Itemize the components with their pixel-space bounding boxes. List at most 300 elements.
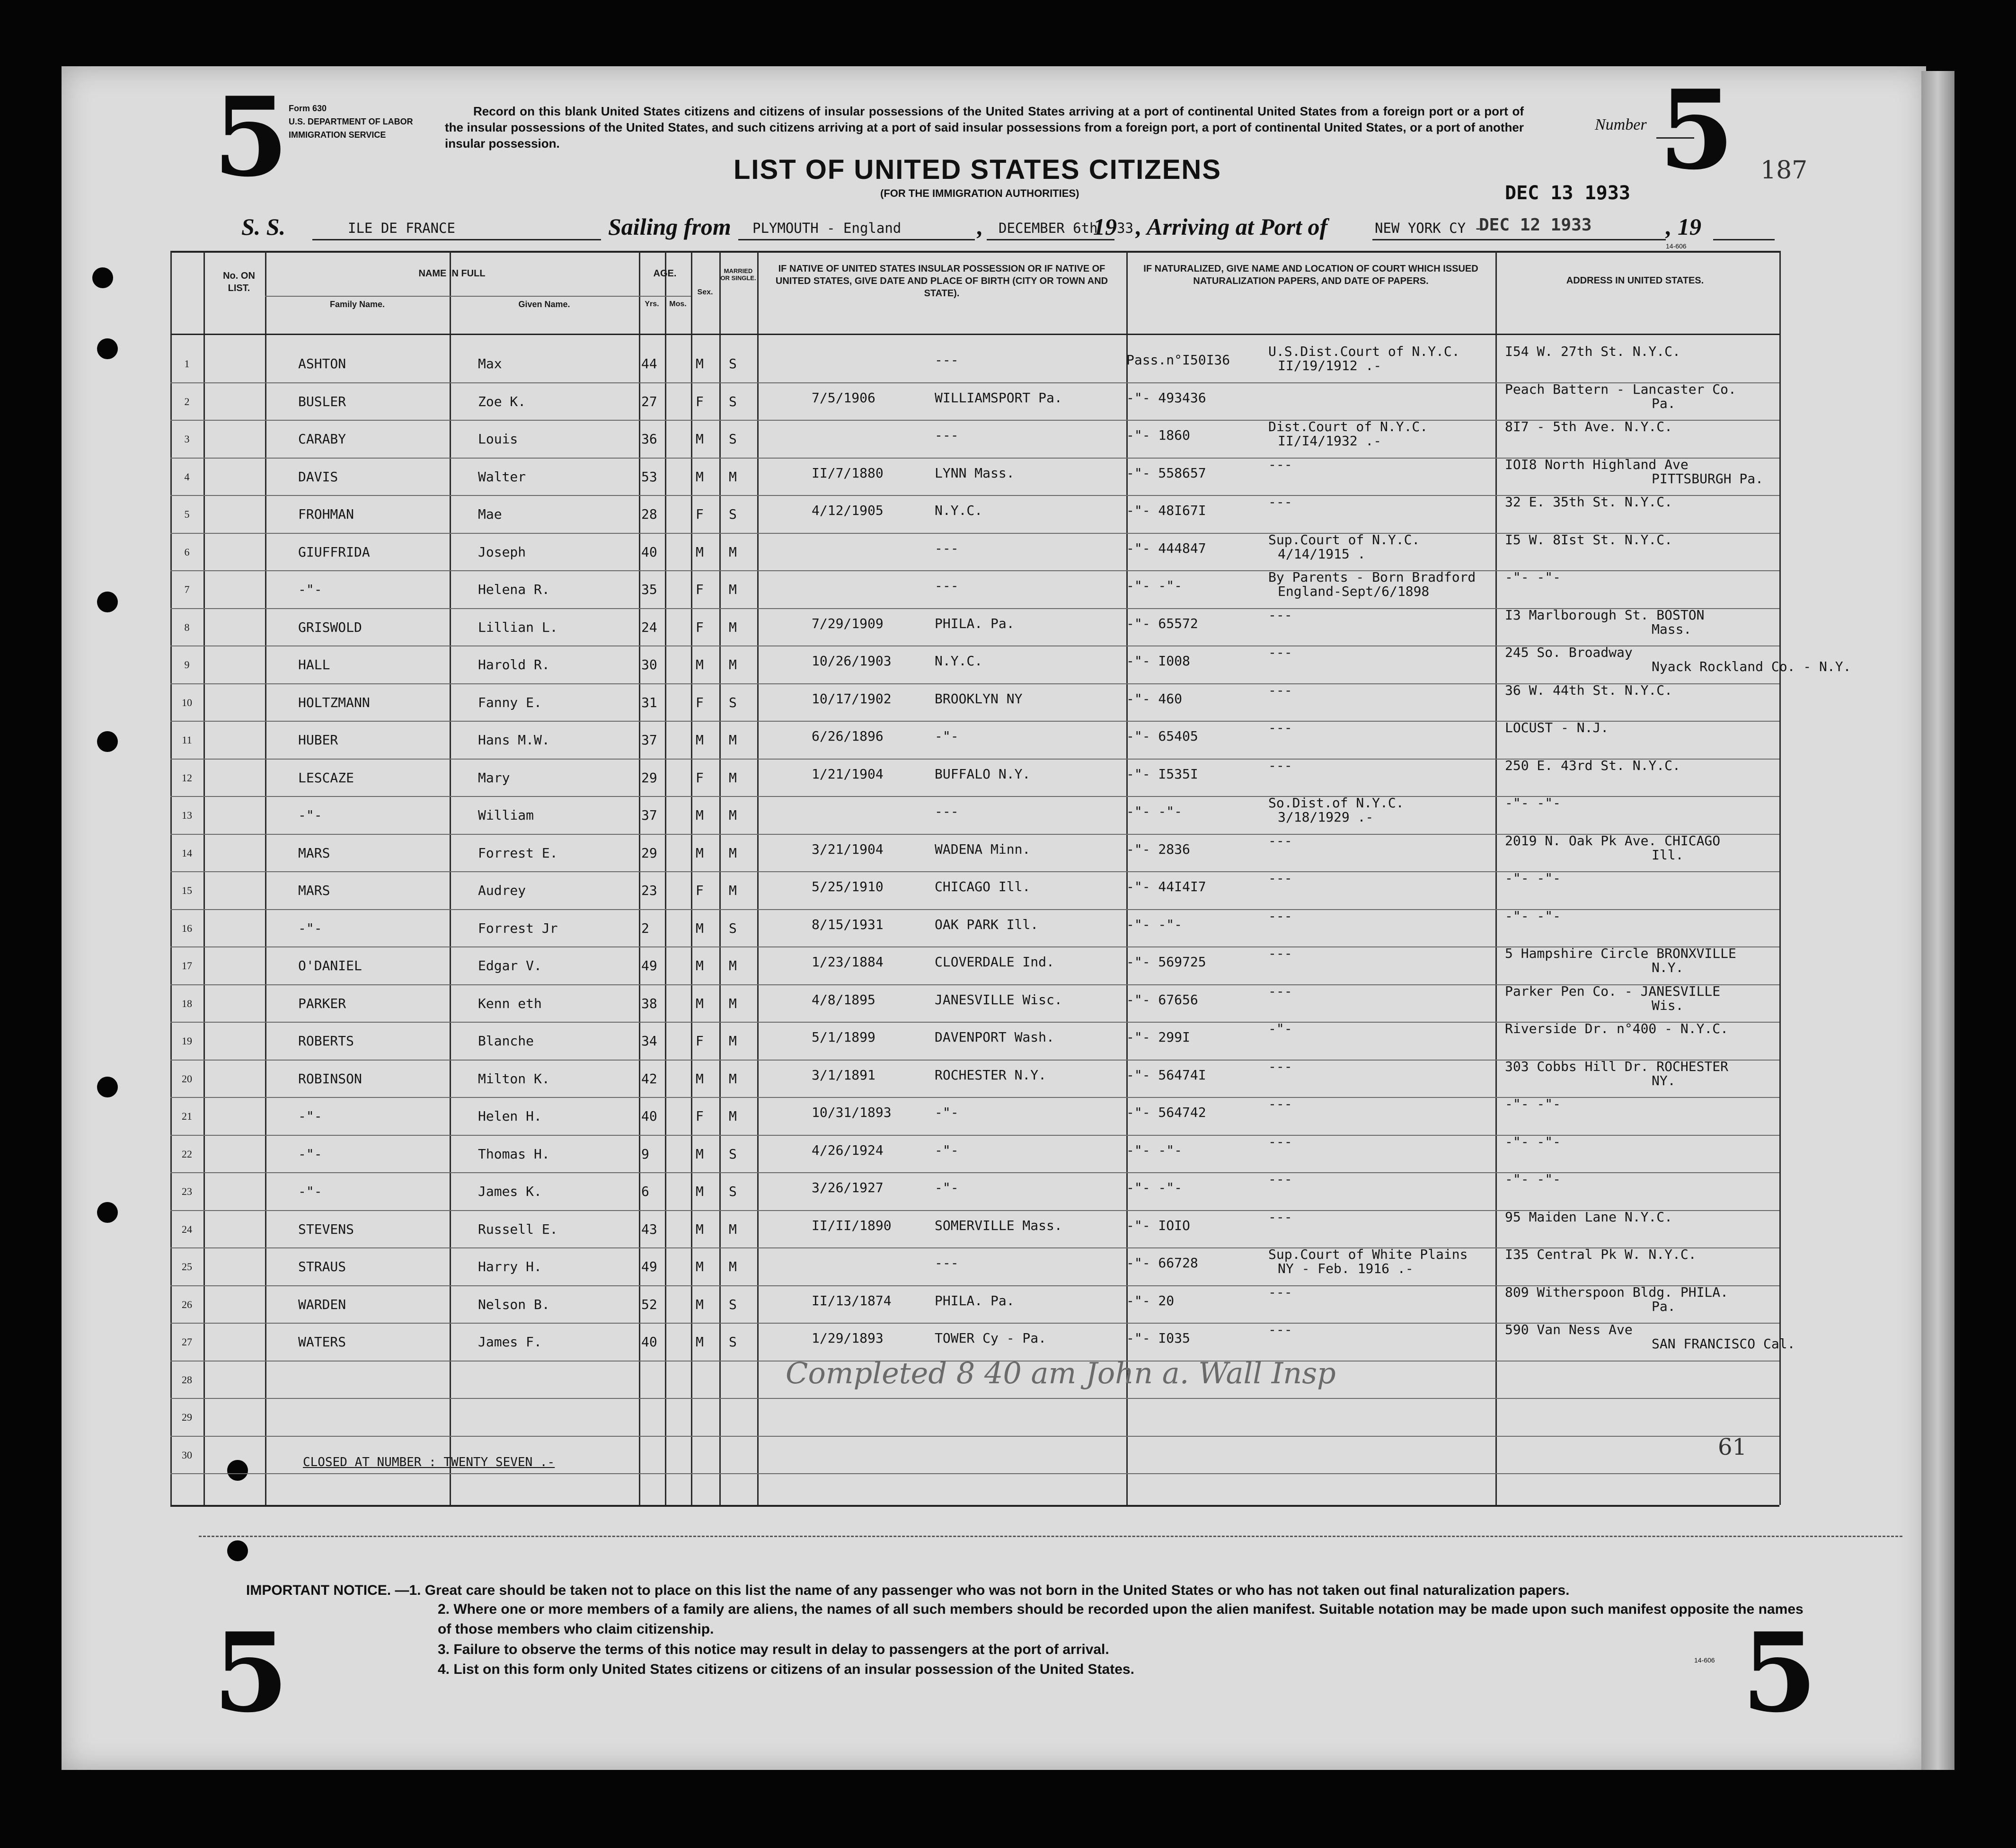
header-native: IF NATIVE OF UNITED STATES INSULAR POSSESSION OR IF NATIVE OF UNITED STATES, GIVE DATE AND PLACE OF BIRTH (CITY OR TOWN AND STATE). bbox=[775, 264, 1108, 299]
age-years: 37 bbox=[641, 732, 657, 748]
naturalization-paper: Pass.n°I50I36 bbox=[1126, 352, 1230, 368]
us-address-line2: Nyack Rockland Co. - N.Y. bbox=[1652, 659, 1851, 674]
birth-date: 5/25/1910 bbox=[812, 879, 884, 894]
age-years: 29 bbox=[641, 845, 657, 861]
table-column-rule bbox=[757, 251, 759, 1505]
naturalization-paper: -"- 2836 bbox=[1126, 841, 1190, 857]
given-name: Forrest E. bbox=[478, 845, 558, 861]
naturalization-court: --- bbox=[1268, 1209, 1292, 1225]
age-years: 6 bbox=[641, 1184, 649, 1199]
family-name: DAVIS bbox=[298, 469, 338, 485]
us-address: I3 Marlborough St. BOSTON bbox=[1505, 607, 1705, 623]
us-address-line2: Pa. bbox=[1652, 395, 1676, 411]
age-years: 40 bbox=[641, 1108, 657, 1124]
notice-item-4: 4. List on this form only United States citizens or citizens of an insular possession of the United States. bbox=[438, 1662, 1134, 1677]
naturalization-court: --- bbox=[1268, 1096, 1292, 1112]
corner-number-bottom-left: 5 bbox=[213, 1609, 289, 1737]
naturalization-paper: -"- 48I67I bbox=[1126, 503, 1206, 518]
given-name: Lillian L. bbox=[478, 619, 558, 635]
family-name: ASHTON bbox=[298, 356, 346, 371]
birth-place: --- bbox=[935, 540, 959, 556]
birth-date: 1/23/1884 bbox=[812, 954, 884, 970]
us-address-line2: SAN FRANCISCO Cal. bbox=[1652, 1336, 1795, 1352]
naturalization-date: 3/18/1929 .- bbox=[1278, 809, 1374, 825]
row-number: 26 bbox=[182, 1298, 192, 1310]
naturalization-paper: -"- 1860 bbox=[1126, 427, 1190, 443]
row-rule bbox=[170, 1436, 1779, 1437]
family-name: HALL bbox=[298, 657, 330, 672]
row-rule bbox=[170, 1473, 1779, 1474]
marital-status: S bbox=[729, 431, 737, 447]
family-name: -"- bbox=[298, 582, 322, 597]
naturalization-court: --- bbox=[1268, 1284, 1292, 1300]
department: U.S. DEPARTMENT OF LABOR bbox=[289, 117, 413, 126]
birth-place: WADENA Minn. bbox=[935, 841, 1031, 857]
naturalization-paper: -"- 20 bbox=[1126, 1292, 1175, 1309]
us-address-line2: Wis. bbox=[1652, 997, 1684, 1013]
us-address: -"- -"- bbox=[1505, 1096, 1561, 1112]
sex: M bbox=[696, 431, 704, 447]
birth-date: 3/21/1904 bbox=[812, 841, 884, 857]
birth-date: 1/29/1893 bbox=[812, 1330, 884, 1346]
sex: F bbox=[696, 883, 704, 898]
binder-hole bbox=[97, 731, 118, 752]
age-years: 40 bbox=[641, 544, 657, 560]
sex: M bbox=[696, 845, 704, 861]
birth-date: 3/1/1891 bbox=[812, 1067, 875, 1083]
header-no-on-list: No. ON LIST. bbox=[223, 271, 255, 293]
marital-status: M bbox=[729, 807, 737, 823]
given-name: Fanny E. bbox=[478, 694, 542, 710]
age-years: 9 bbox=[641, 1146, 649, 1162]
marital-status: M bbox=[729, 1221, 737, 1237]
naturalization-paper: -"- 65405 bbox=[1126, 728, 1198, 744]
naturalization-paper: -"- I535I bbox=[1126, 766, 1198, 782]
row-rule bbox=[170, 1398, 1779, 1399]
birth-date: 10/31/1893 bbox=[812, 1105, 892, 1120]
naturalization-court: --- bbox=[1268, 1171, 1292, 1187]
naturalization-paper: -"- -"- bbox=[1126, 1142, 1183, 1158]
header-family-name: Family Name. bbox=[329, 300, 385, 309]
family-name: MARS bbox=[298, 845, 330, 861]
given-name: Walter bbox=[478, 469, 526, 485]
naturalization-court: --- bbox=[1268, 870, 1292, 886]
form-id bbox=[289, 102, 459, 141]
family-name: O'DANIEL bbox=[298, 958, 362, 973]
arrival-port: NEW YORK CY - bbox=[1375, 220, 1482, 236]
us-address-line2: N.Y. bbox=[1652, 960, 1684, 975]
table-column-rule bbox=[203, 251, 205, 1505]
row-number: 1 bbox=[184, 358, 190, 370]
binder-hole bbox=[97, 1202, 118, 1223]
sex: F bbox=[696, 694, 704, 710]
birth-place: CLOVERDALE Ind. bbox=[935, 954, 1054, 970]
sex: M bbox=[696, 469, 704, 485]
naturalization-paper: -"- IOIO bbox=[1126, 1217, 1190, 1233]
sex: M bbox=[696, 657, 704, 672]
birth-place: JANESVILLE Wisc. bbox=[935, 991, 1062, 1008]
page-edge bbox=[1921, 71, 1954, 1770]
naturalization-court: -"- bbox=[1268, 1021, 1292, 1036]
naturalization-paper: -"- I035 bbox=[1126, 1330, 1190, 1346]
us-address: 32 E. 35th St. N.Y.C. bbox=[1505, 494, 1673, 510]
trailing-year: , 19 bbox=[1666, 213, 1701, 240]
us-address: 95 Maiden Lane N.Y.C. bbox=[1505, 1209, 1673, 1225]
naturalization-court: --- bbox=[1268, 456, 1292, 472]
birth-place: SOMERVILLE Mass. bbox=[935, 1217, 1062, 1233]
naturalization-date: NY - Feb. 1916 .- bbox=[1278, 1261, 1414, 1276]
given-name: William bbox=[478, 807, 534, 823]
marital-status: M bbox=[729, 1259, 737, 1274]
sex: M bbox=[696, 1184, 704, 1199]
record-note: Record on this blank United States citizens and citizens of insular possessions of the United States arriving at a port of continental United States from a foreign port or a port of the insular possessions of the United States, and such citizens arriving at a port of said insular possessions from a foreign port, a port of continental United States, or a port of another insular possession. bbox=[445, 104, 1524, 150]
naturalization-paper: -"- 44I4I7 bbox=[1126, 879, 1206, 894]
header-subrule bbox=[265, 296, 691, 297]
birth-date: 1/21/1904 bbox=[812, 766, 884, 782]
row-number: 24 bbox=[182, 1223, 192, 1235]
birth-place: -"- bbox=[935, 1180, 959, 1195]
given-name: Zoe K. bbox=[478, 393, 526, 409]
sex: F bbox=[696, 769, 704, 786]
naturalization-court: Sup.Court of N.Y.C. bbox=[1268, 531, 1420, 548]
naturalization-paper: -"- -"- bbox=[1126, 578, 1183, 593]
family-name: -"- bbox=[298, 807, 322, 823]
family-name: MARS bbox=[298, 883, 330, 898]
marital-status: M bbox=[729, 1108, 737, 1124]
row-number: 5 bbox=[184, 508, 190, 520]
naturalization-paper: -"- 460 bbox=[1126, 690, 1183, 707]
page-number: 187 bbox=[1760, 156, 1808, 185]
us-address-line2: Pa. bbox=[1652, 1298, 1676, 1314]
number-value: 5 bbox=[1659, 66, 1735, 194]
naturalization-court: --- bbox=[1268, 645, 1292, 660]
family-name: ROBERTS bbox=[298, 1033, 354, 1049]
naturalization-paper: -"- 569725 bbox=[1126, 954, 1206, 970]
table-column-rule bbox=[665, 251, 666, 1505]
us-address: 8I7 - 5th Ave. N.Y.C. bbox=[1505, 419, 1673, 434]
sex: M bbox=[696, 1221, 704, 1237]
birth-place: N.Y.C. bbox=[935, 503, 983, 518]
naturalization-paper: -"- 66728 bbox=[1126, 1255, 1198, 1271]
marital-status: S bbox=[729, 356, 737, 371]
naturalization-paper: -"- 444847 bbox=[1126, 540, 1206, 556]
table-column-rule bbox=[639, 251, 640, 1505]
naturalization-court: --- bbox=[1268, 832, 1292, 849]
arrival-stamp: DEC 12 1933 bbox=[1479, 215, 1592, 235]
birth-place: --- bbox=[935, 352, 959, 368]
sailing-date: DECEMBER 6th bbox=[999, 220, 1098, 236]
family-name: GIUFFRIDA bbox=[298, 544, 370, 560]
row-number: 29 bbox=[182, 1411, 192, 1423]
sex: M bbox=[696, 1070, 704, 1087]
us-address: -"- -"- bbox=[1505, 870, 1561, 886]
naturalization-court: --- bbox=[1268, 1058, 1292, 1074]
naturalization-court: --- bbox=[1268, 607, 1292, 623]
sex: M bbox=[696, 544, 704, 560]
page-title: LIST OF UNITED STATES CITIZENS bbox=[734, 154, 1221, 185]
given-name: Blanche bbox=[478, 1033, 534, 1049]
naturalization-paper: -"- 299I bbox=[1126, 1029, 1190, 1045]
naturalization-court: U.S.Dist.Court of N.Y.C. bbox=[1268, 344, 1460, 359]
naturalization-court: By Parents - Born Bradford bbox=[1268, 569, 1476, 585]
row-number: 2 bbox=[184, 395, 190, 407]
naturalization-paper: -"- 67656 bbox=[1126, 991, 1198, 1008]
family-name: -"- bbox=[298, 1108, 322, 1124]
birth-place: LYNN Mass. bbox=[935, 465, 1015, 481]
sex: F bbox=[696, 582, 704, 597]
marital-status: M bbox=[729, 582, 737, 597]
birth-place: TOWER Cy - Pa. bbox=[935, 1330, 1047, 1346]
given-name: Helena R. bbox=[478, 582, 550, 597]
tally-number: 61 bbox=[1718, 1434, 1747, 1460]
row-number: 9 bbox=[184, 659, 190, 671]
naturalization-court: --- bbox=[1268, 682, 1292, 698]
family-name: WARDEN bbox=[298, 1296, 346, 1312]
age-years: 38 bbox=[641, 995, 657, 1011]
sex: M bbox=[696, 1259, 704, 1274]
sex: M bbox=[696, 807, 704, 823]
birth-place: CHICAGO Ill. bbox=[935, 879, 1031, 894]
naturalization-paper: -"- I008 bbox=[1126, 653, 1190, 669]
ss-label: S. S. bbox=[241, 213, 286, 240]
us-address: Riverside Dr. n°400 - N.Y.C. bbox=[1505, 1021, 1729, 1036]
sex: M bbox=[696, 920, 704, 936]
us-address: -"- -"- bbox=[1505, 1133, 1561, 1149]
received-stamp: DEC 13 1933 bbox=[1505, 182, 1630, 204]
us-address: Parker Pen Co. - JANESVILLE bbox=[1505, 983, 1721, 999]
family-name: BUSLER bbox=[298, 393, 346, 409]
birth-place: PHILA. Pa. bbox=[935, 615, 1015, 631]
row-number: 16 bbox=[182, 922, 192, 934]
sailing-port: PLYMOUTH - England bbox=[752, 220, 902, 236]
birth-place: BROOKLYN NY bbox=[935, 690, 1023, 707]
family-name: STEVENS bbox=[298, 1221, 354, 1237]
number-label: Number bbox=[1595, 116, 1647, 133]
notice-item-1: —1. Great care should be taken not to place on this list the name of any passenger who was not born in the United States or who has not taken out final naturalization papers. bbox=[395, 1583, 1570, 1598]
family-name: HUBER bbox=[298, 732, 338, 748]
naturalization-date: II/I4/1932 .- bbox=[1278, 433, 1382, 449]
sex: M bbox=[696, 732, 704, 748]
row-number: 8 bbox=[184, 621, 190, 633]
table-column-rule bbox=[170, 251, 172, 1505]
us-address: 250 E. 43rd St. N.Y.C. bbox=[1505, 757, 1680, 773]
row-number: 7 bbox=[184, 584, 190, 595]
given-name: Joseph bbox=[478, 544, 526, 560]
family-name: -"- bbox=[298, 1146, 322, 1162]
age-years: 24 bbox=[641, 619, 657, 635]
sailing-label: Sailing from bbox=[608, 213, 731, 240]
row-number: 12 bbox=[182, 771, 192, 784]
birth-place: WILLIAMSPORT Pa. bbox=[935, 389, 1062, 406]
age-years: 43 bbox=[641, 1221, 657, 1237]
important-notice bbox=[246, 1581, 1798, 1600]
birth-date: 7/5/1906 bbox=[812, 389, 875, 406]
age-years: 49 bbox=[641, 958, 657, 973]
given-name: Kenn eth bbox=[478, 995, 542, 1011]
notice-item-3: 3. Failure to observe the terms of this notice may result in delay to passengers at the port of arrival. bbox=[438, 1642, 1109, 1657]
birth-place: N.Y.C. bbox=[935, 653, 983, 669]
binder-hole bbox=[227, 1540, 248, 1561]
year-suffix: 33 bbox=[1117, 220, 1133, 236]
table-column-rule bbox=[265, 251, 266, 1505]
corner-number-top-left: 5 bbox=[213, 73, 289, 201]
year-prefix: 19 bbox=[1093, 213, 1117, 240]
birth-place: -"- bbox=[935, 728, 959, 744]
row-number: 11 bbox=[182, 734, 192, 746]
naturalization-paper: -"- -"- bbox=[1126, 916, 1183, 932]
naturalization-court: --- bbox=[1268, 1133, 1292, 1149]
us-address: Peach Battern - Lancaster Co. bbox=[1505, 381, 1736, 397]
given-name: James K. bbox=[478, 1184, 542, 1199]
table-column-rule bbox=[1495, 251, 1497, 1505]
family-name: ROBINSON bbox=[298, 1070, 362, 1087]
us-address: -"- -"- bbox=[1505, 569, 1561, 585]
age-years: 40 bbox=[641, 1334, 657, 1350]
sex: F bbox=[696, 619, 704, 635]
naturalization-court: --- bbox=[1268, 983, 1292, 999]
us-address-line2: NY. bbox=[1652, 1072, 1676, 1088]
age-years: 37 bbox=[641, 807, 657, 823]
sex: M bbox=[696, 1296, 704, 1312]
marital-status: S bbox=[729, 1146, 737, 1162]
marital-status: M bbox=[729, 769, 737, 786]
page-subtitle: (FOR THE IMMIGRATION AUTHORITIES) bbox=[880, 187, 1079, 199]
sex: M bbox=[696, 995, 704, 1011]
naturalization-court: --- bbox=[1268, 757, 1292, 773]
birth-place: DAVENPORT Wash. bbox=[935, 1029, 1054, 1045]
sex: M bbox=[696, 1334, 704, 1350]
marital-status: M bbox=[729, 619, 737, 635]
birth-date: II/II/1890 bbox=[812, 1217, 892, 1233]
binder-hole bbox=[97, 592, 118, 612]
us-address: I5 W. 8Ist St. N.Y.C. bbox=[1505, 531, 1673, 548]
row-number: 27 bbox=[182, 1336, 192, 1348]
naturalization-paper: -"- 56474I bbox=[1126, 1067, 1206, 1083]
naturalization-date: II/19/1912 .- bbox=[1278, 358, 1382, 373]
service: IMMIGRATION SERVICE bbox=[289, 130, 386, 140]
given-name: Louis bbox=[478, 431, 518, 447]
us-address: I35 Central Pk W. N.Y.C. bbox=[1505, 1247, 1697, 1262]
notice-item-2: 2. Where one or more members of a family are aliens, the names of all such members should be recorded upon the alien manifest. Suitable notation may be made upon such manifest opposite the names of those members who claim citizenship. bbox=[438, 1601, 1804, 1637]
naturalization-court: --- bbox=[1268, 494, 1292, 510]
us-address-line2: PITTSBURGH Pa. bbox=[1652, 470, 1764, 486]
row-number: 3 bbox=[184, 433, 190, 445]
header-married-single: MARRIED OR SINGLE. bbox=[720, 267, 756, 282]
header-name-in-full: NAME IN FULL bbox=[418, 268, 486, 279]
marital-status: M bbox=[729, 1033, 737, 1049]
row-number: 20 bbox=[182, 1072, 192, 1085]
age-years: 35 bbox=[641, 582, 657, 597]
age-years: 31 bbox=[641, 694, 657, 710]
header-bottom-rule bbox=[170, 334, 1779, 335]
birth-date: 4/8/1895 bbox=[812, 991, 875, 1008]
age-years: 23 bbox=[641, 883, 657, 898]
family-name: GRISWOLD bbox=[298, 619, 362, 635]
binder-hole bbox=[97, 1077, 118, 1097]
birth-place: --- bbox=[935, 1255, 959, 1271]
naturalization-court: Sup.Court of White Plains bbox=[1268, 1247, 1468, 1262]
birth-date: 10/17/1902 bbox=[812, 690, 892, 707]
row-number: 17 bbox=[182, 960, 192, 972]
birth-date: 8/15/1931 bbox=[812, 916, 884, 932]
row-number: 19 bbox=[182, 1035, 192, 1047]
marital-status: M bbox=[729, 469, 737, 485]
age-years: 49 bbox=[641, 1259, 657, 1274]
birth-place: -"- bbox=[935, 1142, 959, 1158]
header-sex: Sex. bbox=[697, 288, 713, 296]
birth-date: II/7/1880 bbox=[812, 465, 884, 481]
birth-place: --- bbox=[935, 804, 959, 819]
marital-status: M bbox=[729, 883, 737, 898]
sex: F bbox=[696, 1033, 704, 1049]
row-number: 4 bbox=[184, 470, 190, 483]
marital-status: M bbox=[729, 544, 737, 560]
row-number: 13 bbox=[182, 809, 192, 821]
sex: M bbox=[696, 958, 704, 973]
marital-status: M bbox=[729, 1070, 737, 1087]
marital-status: M bbox=[729, 995, 737, 1011]
given-name: Forrest Jr bbox=[478, 920, 558, 936]
naturalization-court: Dist.Court of N.Y.C. bbox=[1268, 419, 1428, 434]
inspector-signature: Completed 8 40 am John a. Wall Insp bbox=[786, 1356, 1336, 1390]
marital-status: S bbox=[729, 1334, 737, 1350]
family-name: FROHMAN bbox=[298, 506, 354, 522]
naturalization-paper: -"- -"- bbox=[1126, 804, 1183, 819]
row-number: 25 bbox=[182, 1261, 192, 1273]
us-address: 303 Cobbs Hill Dr. ROCHESTER bbox=[1505, 1058, 1729, 1074]
given-name: Helen H. bbox=[478, 1108, 542, 1124]
given-name: Nelson B. bbox=[478, 1296, 550, 1312]
birth-place: --- bbox=[935, 578, 959, 593]
age-years: 2 bbox=[641, 920, 649, 936]
sex: M bbox=[696, 356, 704, 371]
row-number: 15 bbox=[182, 884, 192, 896]
row-number: 23 bbox=[182, 1185, 192, 1197]
family-name: CARABY bbox=[298, 431, 346, 447]
birth-place: PHILA. Pa. bbox=[935, 1292, 1015, 1309]
naturalization-date: 4/14/1915 . bbox=[1278, 546, 1366, 562]
birth-date: 6/26/1896 bbox=[812, 728, 884, 744]
naturalization-paper: -"- 65572 bbox=[1126, 615, 1198, 631]
age-years: 36 bbox=[641, 431, 657, 447]
us-address: -"- -"- bbox=[1505, 795, 1561, 811]
header-address: ADDRESS IN UNITED STATES. bbox=[1566, 275, 1704, 286]
age-years: 44 bbox=[641, 356, 657, 371]
marital-status: M bbox=[729, 732, 737, 748]
header-mos: Mos. bbox=[669, 300, 687, 308]
given-name: Edgar V. bbox=[478, 958, 542, 973]
us-address: -"- -"- bbox=[1505, 908, 1561, 924]
family-name: -"- bbox=[298, 1184, 322, 1199]
birth-place: OAK PARK Ill. bbox=[935, 916, 1039, 932]
age-years: 30 bbox=[641, 657, 657, 672]
header-naturalized: IF NATURALIZED, GIVE NAME AND LOCATION OF COURT WHICH ISSUED NATURALIZATION PAPERS, AND DATE OF PAPERS. bbox=[1143, 264, 1478, 286]
us-address: 36 W. 44th St. N.Y.C. bbox=[1505, 682, 1673, 698]
given-name: Mary bbox=[478, 769, 510, 786]
marital-status: S bbox=[729, 1184, 737, 1199]
family-name: WATERS bbox=[298, 1334, 346, 1350]
birth-date: 10/26/1903 bbox=[812, 653, 892, 669]
us-address: 245 So. Broadway bbox=[1505, 645, 1633, 660]
naturalization-paper: -"- 493436 bbox=[1126, 389, 1206, 406]
sex: F bbox=[696, 393, 704, 409]
given-name: Russell E. bbox=[478, 1221, 558, 1237]
row-number: 22 bbox=[182, 1148, 192, 1160]
row-number: 28 bbox=[182, 1373, 192, 1386]
us-address: -"- -"- bbox=[1505, 1171, 1561, 1187]
age-years: 28 bbox=[641, 506, 657, 522]
row-number: 21 bbox=[182, 1110, 192, 1122]
